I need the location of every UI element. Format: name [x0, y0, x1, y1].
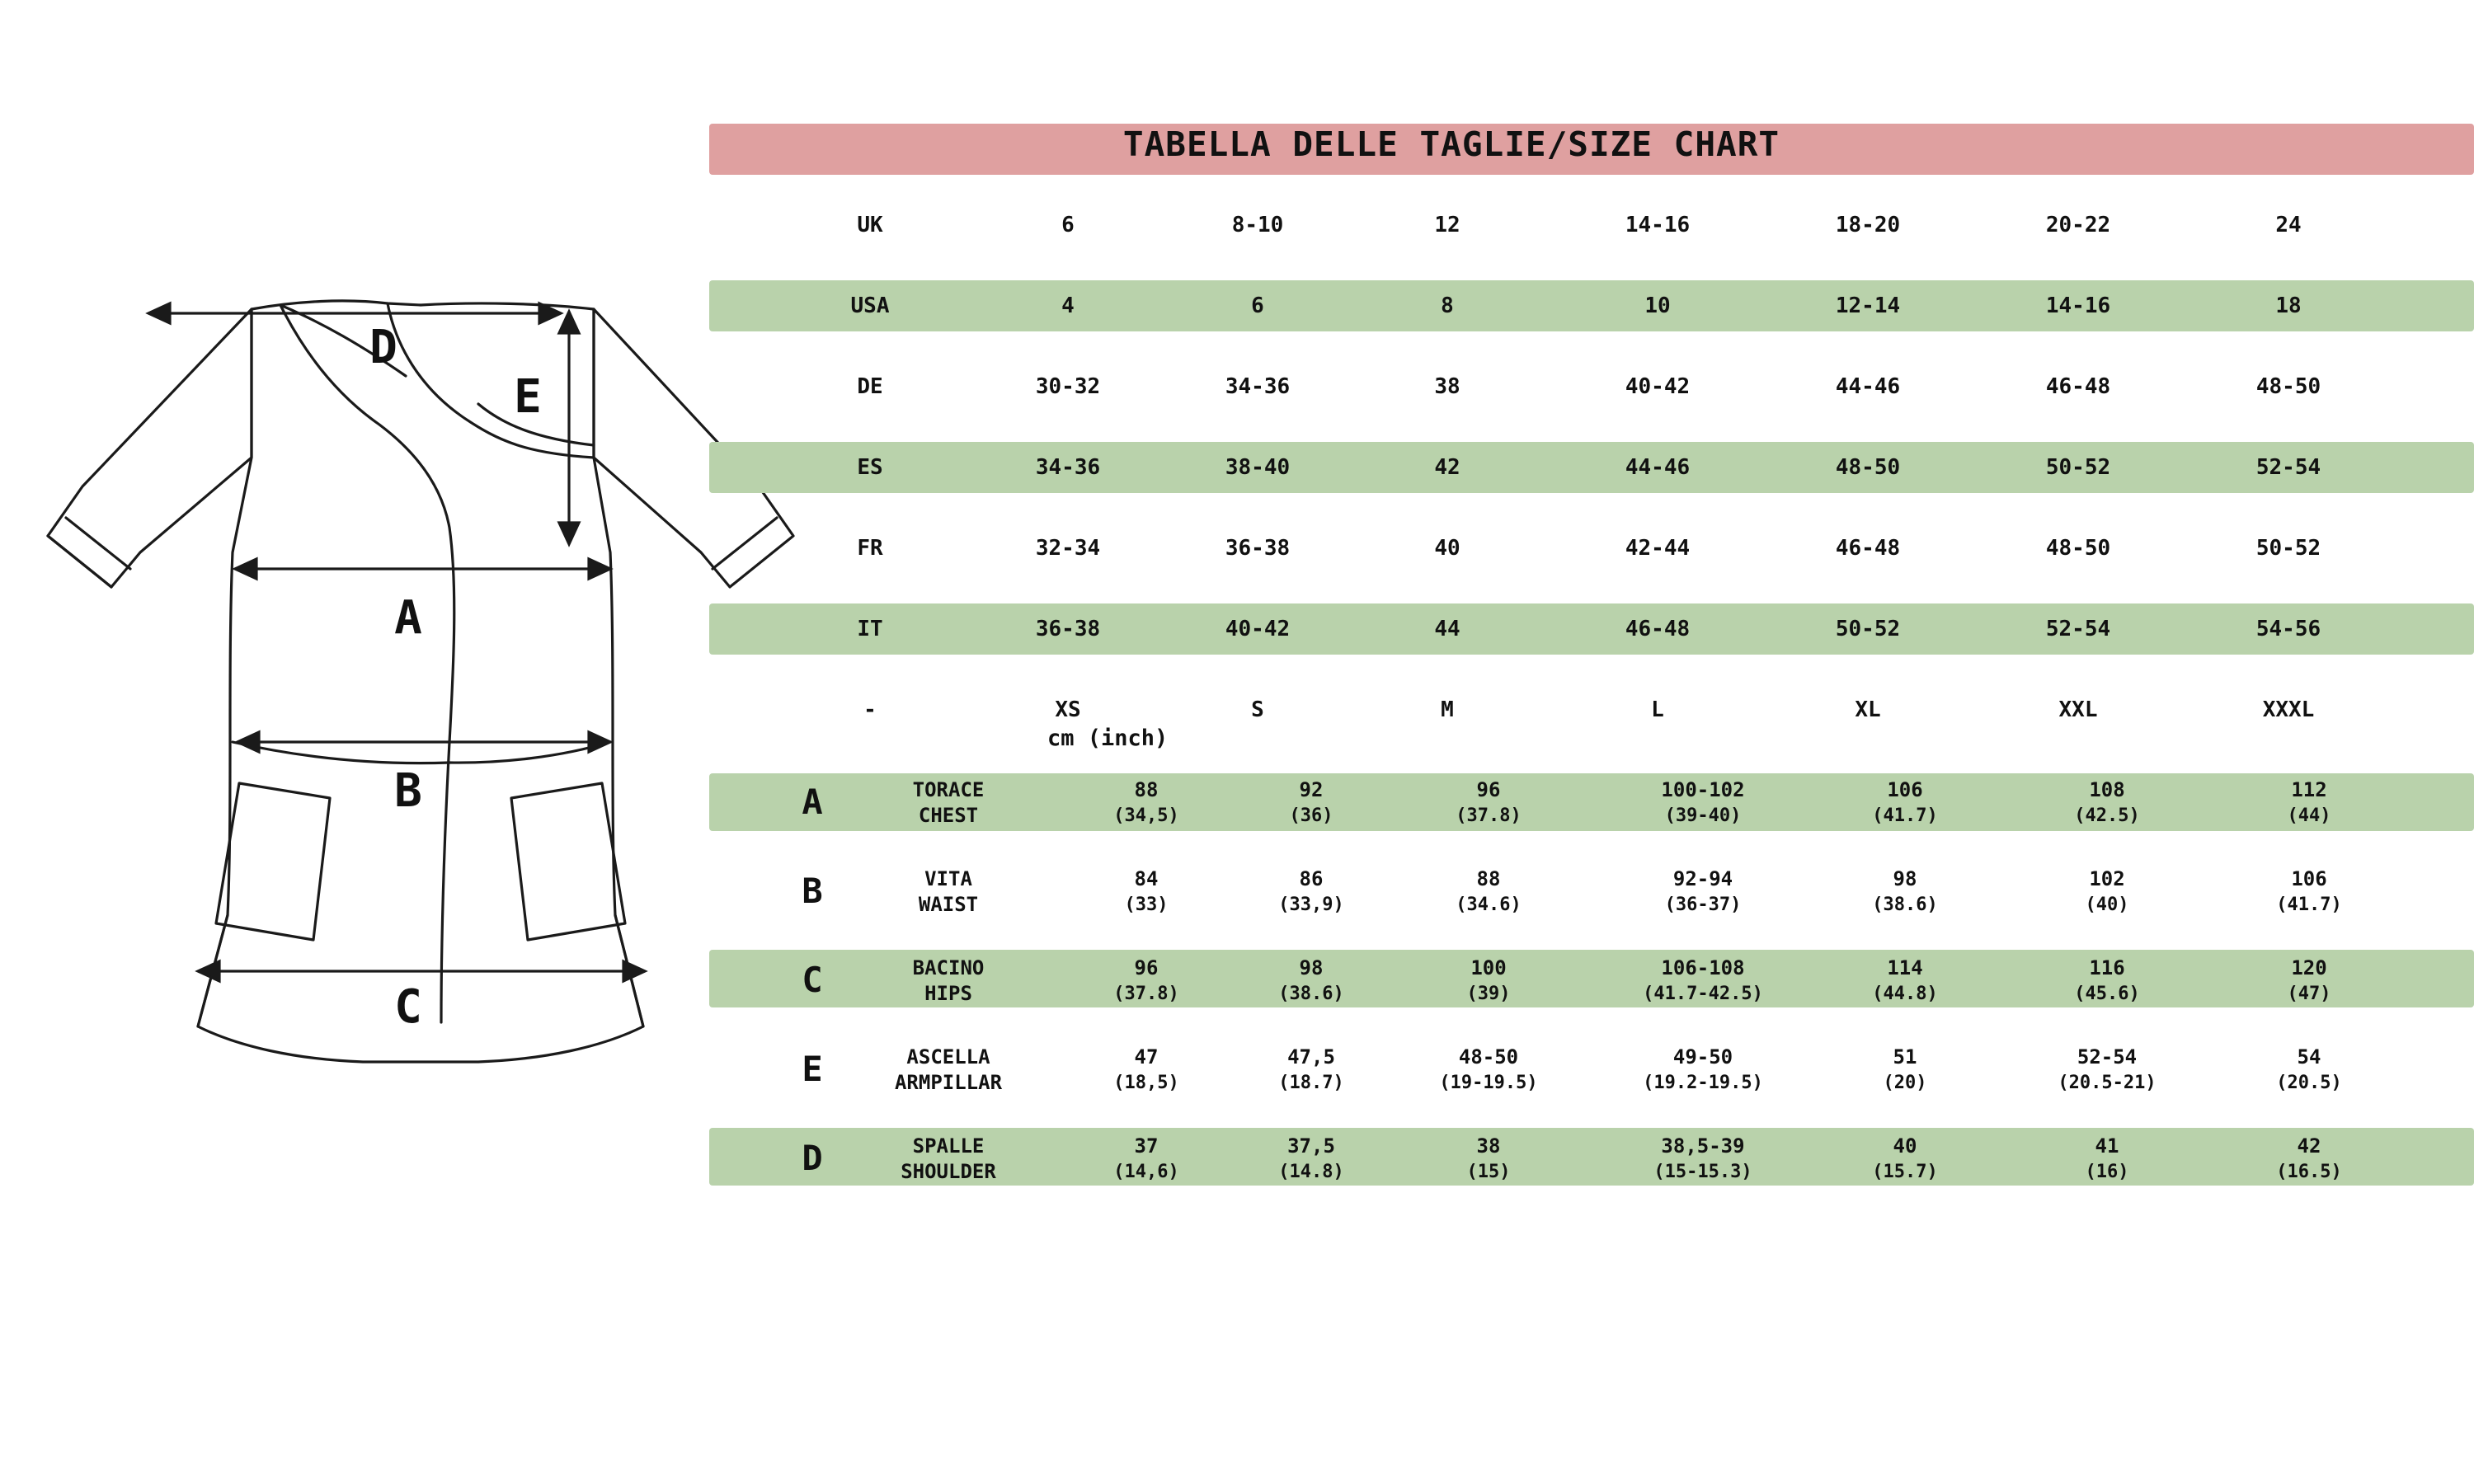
size-cell: 34-36 — [1225, 374, 1291, 399]
measurement-cell — [1987, 1045, 2227, 1096]
size-cell: XL — [1855, 697, 1881, 722]
measurement-cell — [1583, 1045, 1823, 1096]
size-cell: 40-42 — [1225, 617, 1291, 641]
size-cell: 52-54 — [2255, 455, 2321, 480]
size-cell: 48-50 — [2255, 374, 2321, 399]
size-cell: 40 — [1434, 536, 1460, 561]
measurement-cell — [1823, 777, 1987, 829]
measurement-letter: C — [802, 960, 823, 1000]
measurement-cm: 41 — [2095, 1134, 2119, 1158]
measurement-letter: B — [802, 871, 823, 911]
dimension-arrow-c — [198, 961, 645, 981]
measurement-inch: (19-19.5) — [1439, 1073, 1538, 1093]
measurement-cm: 49-50 — [1672, 1045, 1733, 1068]
size-cell: 42-44 — [1625, 536, 1691, 561]
size-cell: 18-20 — [1835, 213, 1901, 237]
size-system-label: FR — [857, 536, 883, 561]
measurement-cell — [1823, 1134, 1987, 1185]
measurement-cm: 112 — [2291, 778, 2327, 801]
size-system-label: ES — [857, 455, 883, 480]
measurement-inch: (33) — [1124, 895, 1169, 915]
measurement-inch: (18,5) — [1113, 1073, 1179, 1093]
size-cell: 12 — [1434, 213, 1460, 237]
measurement-inch: (47) — [2287, 984, 2331, 1004]
measurement-cell — [1987, 777, 2227, 829]
measurement-inch: (41.7) — [2276, 895, 2342, 915]
measurement-name-en: HIPS — [924, 982, 972, 1005]
size-cell: 36-38 — [1035, 617, 1101, 641]
measurement-cell — [1823, 1045, 1987, 1096]
measurement-cm: 106 — [2291, 867, 2327, 890]
measurement-inch: (20.5) — [2276, 1073, 2342, 1093]
measurement-cm: 38 — [1476, 1134, 1501, 1158]
measurement-cm: 42 — [2297, 1134, 2321, 1158]
measurement-cm: 47,5 — [1287, 1045, 1335, 1068]
measurement-cm: 100 — [1470, 956, 1507, 979]
measurement-inch: (18.7) — [1278, 1073, 1344, 1093]
measurement-inch: (15-15.3) — [1653, 1162, 1752, 1182]
size-cell: 46-48 — [2045, 374, 2111, 399]
size-cell: 14-16 — [2045, 294, 2111, 318]
measurement-name-en: ARMPILLAR — [894, 1071, 1003, 1094]
size-cell: L — [1651, 697, 1664, 722]
size-system-label: USA — [850, 294, 890, 318]
garment-letter-c: C — [394, 980, 422, 1034]
measurement-cm: 102 — [2089, 867, 2125, 890]
measurement-cell — [1583, 1134, 1823, 1185]
measurement-name-en: SHOULDER — [901, 1160, 996, 1183]
measurement-inch: (44) — [2287, 805, 2331, 826]
measurement-name-it: BACINO — [912, 956, 985, 979]
size-cell: XXXL — [2262, 697, 2315, 722]
measurement-cm: 54 — [2297, 1045, 2321, 1068]
measurement-cell — [2227, 866, 2392, 918]
measurement-cell — [2227, 1045, 2392, 1096]
size-cell: 4 — [1061, 294, 1075, 318]
measurement-cm: 106 — [1887, 778, 1923, 801]
size-cell: 46-48 — [1625, 617, 1691, 641]
measurement-name — [849, 866, 1047, 918]
dimension-arrow-e — [559, 312, 579, 544]
measurement-cm: 37 — [1134, 1134, 1159, 1158]
size-row-it — [767, 603, 2474, 655]
measurement-cm: 37,5 — [1287, 1134, 1335, 1158]
measurement-cell — [1583, 777, 1823, 829]
measurement-cm: 100-102 — [1661, 778, 1745, 801]
measurement-name-it: TORACE — [912, 778, 985, 801]
measurement-cm: 116 — [2089, 956, 2125, 979]
measurement-cm: 108 — [2089, 778, 2125, 801]
garment-svg — [33, 280, 808, 1154]
measurement-inch: (41.7) — [1872, 805, 1938, 826]
size-chart — [767, 115, 2474, 1336]
measurement-row-waist — [767, 860, 2474, 923]
size-system-label: IT — [857, 617, 883, 641]
measurement-row-armpillar — [767, 1038, 2474, 1101]
measurement-name — [849, 1134, 1047, 1185]
measurement-inch: (15.7) — [1872, 1162, 1938, 1182]
measurement-inch: (44.8) — [1872, 984, 1938, 1004]
measurement-name — [849, 956, 1047, 1007]
measurement-cm: 84 — [1134, 867, 1159, 890]
size-cell: 50-52 — [2255, 536, 2321, 561]
measurement-cell — [2227, 1134, 2392, 1185]
size-cell: XS — [1055, 697, 1081, 722]
measurement-cell — [2227, 956, 2392, 1007]
measurement-row-chest — [767, 771, 2474, 834]
size-system-label: DE — [857, 374, 883, 399]
size-row-uk — [767, 200, 2474, 251]
measurement-cm: 114 — [1887, 956, 1923, 979]
measurement-cm: 52-54 — [2077, 1045, 2138, 1068]
measurement-letter: A — [802, 782, 823, 822]
size-cell: 44-46 — [1835, 374, 1901, 399]
measurement-row-shoulder — [767, 1127, 2474, 1190]
measurement-cm: 106-108 — [1661, 956, 1745, 979]
size-cell: S — [1251, 697, 1264, 722]
measurement-inch: (15) — [1466, 1162, 1511, 1182]
size-system-label: - — [863, 697, 877, 722]
garment-letter-e: E — [514, 370, 542, 424]
size-cell: 24 — [2275, 213, 2302, 237]
size-system-label: UK — [857, 213, 883, 237]
size-cell: 6 — [1061, 213, 1075, 237]
size-cell: 8-10 — [1231, 213, 1284, 237]
measurement-cm: 86 — [1299, 867, 1324, 890]
measurement-cell — [1394, 956, 1583, 1007]
measurement-inch: (39-40) — [1664, 805, 1742, 826]
dimension-arrow-a — [235, 559, 610, 579]
measurement-row-hips — [767, 949, 2474, 1012]
measurement-inch: (20.5-21) — [2058, 1073, 2157, 1093]
measurement-cell — [1394, 1045, 1583, 1096]
size-cell: 18 — [2275, 294, 2302, 318]
measurement-cell — [1823, 956, 1987, 1007]
size-cell: 40-42 — [1625, 374, 1691, 399]
size-cell: 6 — [1251, 294, 1264, 318]
measurement-inch: (20) — [1883, 1073, 1927, 1093]
measurement-inch: (33,9) — [1278, 895, 1344, 915]
measurement-inch: (42.5) — [2074, 805, 2140, 826]
measurement-cell — [1823, 866, 1987, 918]
measurement-inch: (14.8) — [1278, 1162, 1344, 1182]
garment-letter-b: B — [394, 764, 422, 818]
garment-letter-a: A — [394, 591, 422, 645]
measurement-letter: E — [802, 1049, 823, 1089]
size-cell: 34-36 — [1035, 455, 1101, 480]
measurement-name-en: WAIST — [918, 893, 979, 916]
chart-title-row — [767, 115, 2474, 173]
size-cell: 32-34 — [1035, 536, 1101, 561]
size-cell: M — [1441, 697, 1454, 722]
measurement-inch: (37.8) — [1456, 805, 1522, 826]
measurement-cell — [1064, 1045, 1229, 1096]
measurement-inch: (34.6) — [1456, 895, 1522, 915]
measurement-inch: (36) — [1289, 805, 1333, 826]
measurement-inch: (34,5) — [1113, 805, 1179, 826]
measurement-inch: (19.2-19.5) — [1643, 1073, 1763, 1093]
size-cell: 30-32 — [1035, 374, 1101, 399]
measurement-cell — [1229, 1134, 1394, 1185]
measurement-cm: 98 — [1893, 867, 1917, 890]
garment-diagram — [33, 280, 808, 1154]
measurement-cm: 48-50 — [1458, 1045, 1519, 1068]
measurement-cell — [2227, 777, 2392, 829]
measurement-name-it: SPALLE — [912, 1134, 985, 1158]
size-cell: 36-38 — [1225, 536, 1291, 561]
measurement-cell — [1583, 956, 1823, 1007]
size-cell: 38-40 — [1225, 455, 1291, 480]
measurement-cm: 51 — [1893, 1045, 1917, 1068]
measurement-cm: 92-94 — [1672, 867, 1733, 890]
garment-letter-d: D — [369, 321, 397, 374]
size-cell: 20-22 — [2045, 213, 2111, 237]
size-cell: 50-52 — [2045, 455, 2111, 480]
measurement-inch: (37.8) — [1113, 984, 1179, 1004]
size-cell: 46-48 — [1835, 536, 1901, 561]
measurement-cm: 96 — [1476, 778, 1501, 801]
size-cell: 14-16 — [1625, 213, 1691, 237]
measurement-cell — [1987, 1134, 2227, 1185]
measurement-name-it: ASCELLA — [906, 1045, 990, 1068]
size-cell: 48-50 — [2045, 536, 2111, 561]
size-cell: 8 — [1441, 294, 1454, 318]
measurement-cell — [1064, 777, 1229, 829]
measurement-inch: (16) — [2085, 1162, 2129, 1182]
measurement-inch: (45.6) — [2074, 984, 2140, 1004]
measurement-cell — [1229, 866, 1394, 918]
measurement-cm: 92 — [1299, 778, 1324, 801]
measurement-cell — [1064, 1134, 1229, 1185]
measurement-cm: 88 — [1134, 778, 1159, 801]
size-row-es — [767, 442, 2474, 493]
size-cell: 12-14 — [1835, 294, 1901, 318]
measurement-name-it: VITA — [924, 867, 972, 890]
size-cell: 50-52 — [1835, 617, 1901, 641]
measurement-cell — [1229, 777, 1394, 829]
units-note: cm (inch) — [1047, 726, 1169, 751]
size-cell: XXL — [2058, 697, 2098, 722]
measurement-cm: 40 — [1893, 1134, 1917, 1158]
measurement-inch: (38.6) — [1278, 984, 1344, 1004]
measurement-inch: (40) — [2085, 895, 2129, 915]
measurement-inch: (16.5) — [2276, 1162, 2342, 1182]
measurement-cell — [1394, 1134, 1583, 1185]
measurement-cm: 96 — [1134, 956, 1159, 979]
measurement-cell — [1229, 1045, 1394, 1096]
size-cell: 42 — [1434, 455, 1460, 480]
measurement-cm: 98 — [1299, 956, 1324, 979]
measurement-cm: 47 — [1134, 1045, 1159, 1068]
measurement-inch: (39) — [1466, 984, 1511, 1004]
measurement-inch: (38.6) — [1872, 895, 1938, 915]
page-title: TABELLA DELLE TAGLIE/SIZE CHART — [1122, 124, 1780, 164]
size-cell: 54-56 — [2255, 617, 2321, 641]
measurement-cm: 38,5-39 — [1661, 1134, 1745, 1158]
size-cell: 44-46 — [1625, 455, 1691, 480]
size-cell: 38 — [1434, 374, 1460, 399]
measurement-cm: 120 — [2291, 956, 2327, 979]
size-row-de — [767, 361, 2474, 412]
size-cell: 52-54 — [2045, 617, 2111, 641]
measurement-cell — [1394, 777, 1583, 829]
size-cell: 10 — [1644, 294, 1671, 318]
size-row-usa — [767, 280, 2474, 331]
measurement-inch: (41.7-42.5) — [1643, 984, 1763, 1004]
measurement-cm: 88 — [1476, 867, 1501, 890]
measurement-letter: D — [802, 1138, 823, 1178]
measurement-cell — [1229, 956, 1394, 1007]
dimension-arrow-b — [238, 732, 610, 752]
size-cell: 48-50 — [1835, 455, 1901, 480]
measurement-cell — [1064, 866, 1229, 918]
measurement-cell — [1583, 866, 1823, 918]
measurement-inch: (36-37) — [1664, 895, 1742, 915]
size-row-letter — [767, 684, 2474, 735]
measurement-inch: (14,6) — [1113, 1162, 1179, 1182]
measurement-cell — [1064, 956, 1229, 1007]
measurement-cell — [1987, 866, 2227, 918]
measurement-name — [849, 1045, 1047, 1096]
dimension-arrow-d — [148, 303, 561, 323]
measurement-name — [849, 777, 1047, 829]
size-cell: 44 — [1434, 617, 1460, 641]
measurement-cell — [1987, 956, 2227, 1007]
measurement-cell — [1394, 866, 1583, 918]
size-row-fr — [767, 523, 2474, 574]
measurement-name-en: CHEST — [918, 804, 979, 827]
